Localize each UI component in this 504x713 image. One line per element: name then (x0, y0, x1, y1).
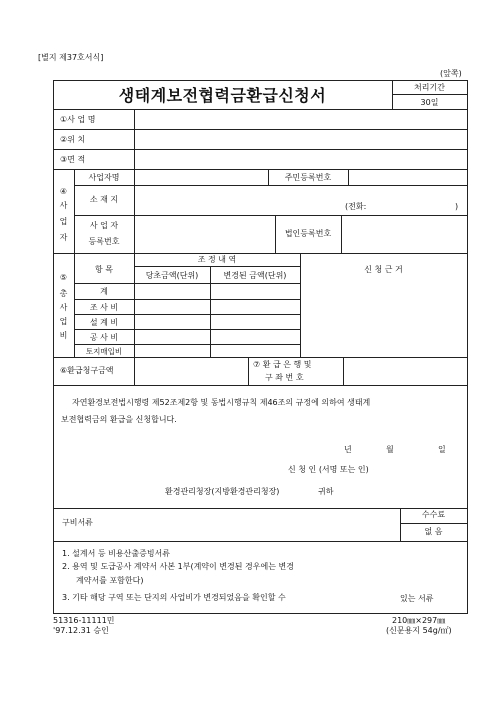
refund-amount-field[interactable] (135, 358, 247, 384)
changed-amount-header: 변경된 금액(단위) (223, 271, 287, 280)
original-amount-header: 당초금액(단위) (145, 271, 199, 280)
fee-label: 수수료 (421, 510, 446, 519)
business-reg-label-2: 등록번호 (88, 237, 120, 246)
business-reg-field[interactable] (135, 216, 268, 252)
reason-field[interactable] (301, 284, 467, 356)
period-label: 처리기간 (414, 83, 445, 92)
cost-item-design: 설 계 비 (89, 318, 119, 327)
cost-side-char: 사 (59, 303, 68, 312)
cost-item-land: 토지매입비 (85, 347, 123, 356)
applicant-side-char: 자 (59, 233, 68, 242)
area-field[interactable] (135, 150, 467, 168)
bank-label: ⑦ 환 급 은 행 및 (253, 360, 312, 369)
document-item-3: 3. 기타 해당 구역 또는 단지의 사업비가 변경되었음을 확인할 수 (62, 593, 286, 602)
declaration-line-2: 보전협력금의 환급을 신청합니다. (61, 415, 177, 424)
bank-account-field[interactable] (344, 358, 467, 384)
refund-amount-label: ⑥환급청구금액 (60, 366, 114, 375)
cost-amount-fields[interactable] (135, 284, 299, 356)
footer-approved: '97.12.31 승인 (53, 626, 109, 635)
cost-item-construction: 공 사 비 (89, 333, 119, 342)
honorific: 귀하 (318, 487, 334, 496)
address-field[interactable] (135, 186, 467, 214)
cost-item-header: 항 목 (95, 265, 113, 274)
phone-close: ) (455, 202, 459, 211)
documents-label: 구비서류 (62, 518, 93, 527)
date-month-label: 월 (386, 445, 394, 454)
footer-paper-type: (신문용지 54g/㎡) (386, 626, 452, 635)
business-reg-label: 사 업 자 (89, 221, 119, 230)
footer-paper-size: 210㎜×297㎜ (392, 616, 446, 625)
addressee: 환경관리청장(지방환경관리청장) (165, 487, 280, 496)
applicant-side-char: 업 (59, 217, 68, 226)
fee-value: 없 음 (424, 527, 443, 536)
area-label: ③면 적 (60, 155, 86, 164)
document-item-1: 1. 설계서 등 비용산출증빙서류 (62, 549, 170, 558)
reason-header: 신 청 근 거 (364, 265, 403, 274)
date-year-label: 년 (344, 445, 352, 454)
footer-code: 51316-11111민 (53, 616, 115, 625)
applicant-section-number: ④ (59, 187, 68, 196)
applicant-signature-label: 신 청 인 (서명 또는 인) (288, 465, 369, 474)
cost-section-number: ⑤ (59, 273, 68, 282)
date-day-label: 일 (438, 445, 446, 454)
resident-number-field[interactable] (349, 170, 467, 184)
period-value: 30일 (420, 98, 439, 107)
document-item-2: 2. 용역 및 도급공사 계약서 사본 1부(계약이 변경된 경우에는 변경 (62, 562, 294, 571)
adjustment-header: 조 정 내 역 (197, 255, 237, 264)
cost-side-char: 총 (59, 289, 68, 298)
location-field[interactable] (135, 130, 467, 149)
cost-item-survey: 조 사 비 (89, 303, 119, 312)
corp-number-field[interactable] (342, 216, 467, 252)
document-item-3-tail: 있는 서류 (400, 594, 434, 603)
applicant-name-label: 사업자명 (88, 173, 120, 182)
resident-number-label: 주민등록번호 (284, 173, 332, 182)
document-item-2-cont: 계약서를 포함한다) (76, 576, 144, 585)
applicant-side-char: 사 (59, 201, 68, 210)
cost-side-char: 업 (59, 317, 68, 326)
business-name-field[interactable] (135, 110, 467, 129)
business-name-label: ①사 업 명 (60, 115, 96, 124)
declaration-line-1: 자연환경보전법시행령 제52조제2항 및 동법시행규칙 제46조의 규정에 의하여 생태계 (72, 398, 371, 407)
address-label: 소 재 지 (89, 195, 119, 204)
corp-number-label: 법인등록번호 (284, 229, 332, 238)
account-label: 구 좌 번 호 (265, 373, 304, 382)
applicant-name-field[interactable] (135, 170, 268, 184)
phone-label: (전화: (345, 202, 367, 211)
cost-side-char: 비 (59, 331, 68, 340)
page-side-label: (앞쪽) (440, 69, 462, 78)
form-title: 생태계보전협력금환급신청서 (118, 86, 327, 105)
form-number: [별지 제37호서식] (38, 53, 104, 62)
location-label: ②위 치 (60, 135, 86, 144)
cost-item-total: 계 (100, 287, 108, 296)
